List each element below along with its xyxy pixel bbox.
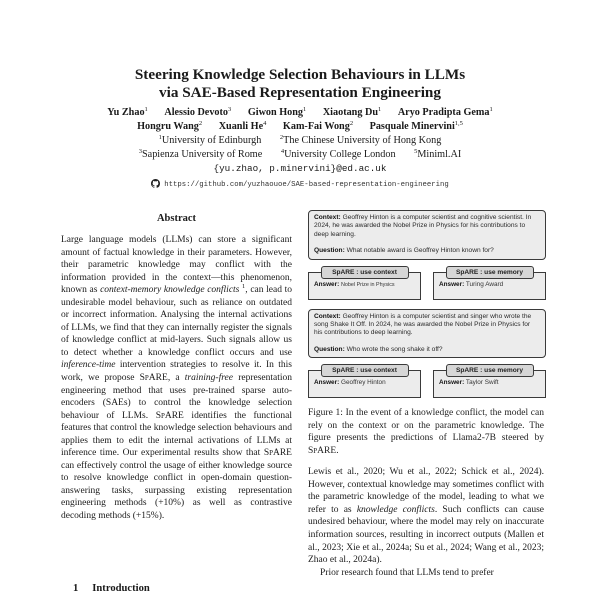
author: Pasquale Minervini$^{1,5}$ <box>369 120 463 132</box>
context-box: Context: Geoffrey Hinton is a computer scientist and singer who wrote the song Shake It Off. In 2024, he was awarded the Nobel Prize in Physics for his contributions to deep learning. Question: Who wrote the song shake it off? <box>308 309 546 359</box>
spare-context-tag: SpARE : use context <box>321 364 409 377</box>
author: Xuanli He$^4$ <box>218 120 267 132</box>
affiliation: $^3$Sapienza University of Rome <box>138 148 263 160</box>
abstract-heading: Abstract <box>156 213 197 224</box>
answer-use-memory: SpARE : use memory Answer: Taylor Swift <box>433 364 546 398</box>
figure-1 <box>308 210 546 398</box>
author: Xiaotang Du$^1$ <box>322 106 382 118</box>
affiliation: $^2$The Chinese University of Hong Kong <box>279 134 442 146</box>
paragraph: Lewis et al., 2020; Wu et al., 2022; Schick et al., 2024). However, contextual knowledge may sometimes conflict with the parametric knowledge of the model, leading to what we refer to as knowledge conflicts. Such conflicts can cause undesired behaviour, where the model may rely on inaccurate information sources, resulting in incorrect outputs (Mallen et al., 2023; Xie et al., 2024a; Su et al., 2024; Wang et al., 2023; Zhao et al., 2024a). <box>308 467 544 566</box>
author: Yu Zhao$^1$ <box>107 106 148 118</box>
left-column <box>61 213 292 523</box>
author: Alessio Devoto$^3$ <box>164 106 232 118</box>
footnote-marker[interactable]: 1 <box>242 283 246 291</box>
abstract-text: Large language models (LLMs) can store a significant amount of factual knowledge in their parameters. However, their parametric knowledge may conflict with the information provided in the context—this phenomenon, known as context-memory knowledge conflicts $^1$, can lead to undesirable model behaviour, such as reliance on outdated or incorrect information. Analysing the internal activations of LLMs, we find that they can internally register the signals of knowledge conflict at mid-layers. Such signals allow us to detect whether a knowledge conflict occurs and use inference-time intervention strategies to resolve it. In this work, we propose SpARE, a training-free representation engineering method that uses pre-trained sparse auto-encoders (SAEs) to control the knowledge selection behaviour of LLMs. SpARE identifies the functional features that control the knowledge selection behaviours and applies them to edit the internal activations of LLMs at inference time. Our experimental results show that SpARE can effectively control the usage of either knowledge source to resolve knowledge conflict in open-domain question-answering tasks, surpassing existing representation engineering methods (+10%) as well as contrastive decoding methods (+15%). <box>61 235 293 522</box>
author-list <box>0 106 600 134</box>
author: Kam-Fai Wong$^2$ <box>282 120 354 132</box>
answer-use-memory: SpARE : use memory Answer: Turing Award <box>433 266 546 300</box>
right-column-body <box>308 466 544 579</box>
title-line-1: Steering Knowledge Selection Behaviours in LLMs <box>134 66 466 83</box>
affiliation: $^5$Miniml.AI <box>414 148 462 160</box>
github-url-link[interactable]: https://github.com/yuzhaouoe/SAE-based-representation-engineering <box>164 181 449 189</box>
author: Hongru Wang$^2$ <box>137 120 203 132</box>
affiliation: $^4$University College London <box>280 148 396 160</box>
author: Giwon Hong$^1$ <box>247 106 307 118</box>
github-icon <box>151 179 160 188</box>
answer-use-context: SpARE : use context Answer: Geoffrey Hinton <box>308 364 421 398</box>
answer-use-context: SpARE : use context Answer: Nobel Prize in Physics <box>308 266 421 300</box>
section-heading-introduction: 1 Introduction <box>73 583 150 594</box>
spare-memory-tag: SpARE : use memory <box>446 266 534 279</box>
affiliation-list <box>0 134 600 162</box>
figure-caption: Figure 1: In the event of a knowledge conflict, the model can rely on the context or on the parametric knowledge. The figure presents the predictions of Llama2-7B steered by SpARE. <box>308 408 544 456</box>
figure-example-2 <box>308 309 546 399</box>
context-box: Context: Geoffrey Hinton is a computer scientist and cognitive scientist. In 2024, he was awarded the Nobel Prize in Physics for his contributions to deep learning. Question: What notable award is Geoffrey Hinton known for? <box>308 210 546 260</box>
contact-email: {yu.zhao, p.minervini}@ed.ac.uk <box>213 163 387 174</box>
paper-title <box>0 66 600 102</box>
author: Aryo Pradipta Gema$^1$ <box>397 106 493 118</box>
paragraph: Prior research found that LLMs tend to prefer <box>320 567 494 578</box>
spare-memory-tag: SpARE : use memory <box>446 364 534 377</box>
spare-context-tag: SpARE : use context <box>321 266 409 279</box>
title-line-2: via SAE-Based Representation Engineering <box>159 84 441 101</box>
figure-example-1 <box>308 210 546 300</box>
github-link-line <box>0 179 600 189</box>
affiliation: $^1$University of Edinburgh <box>158 134 262 146</box>
